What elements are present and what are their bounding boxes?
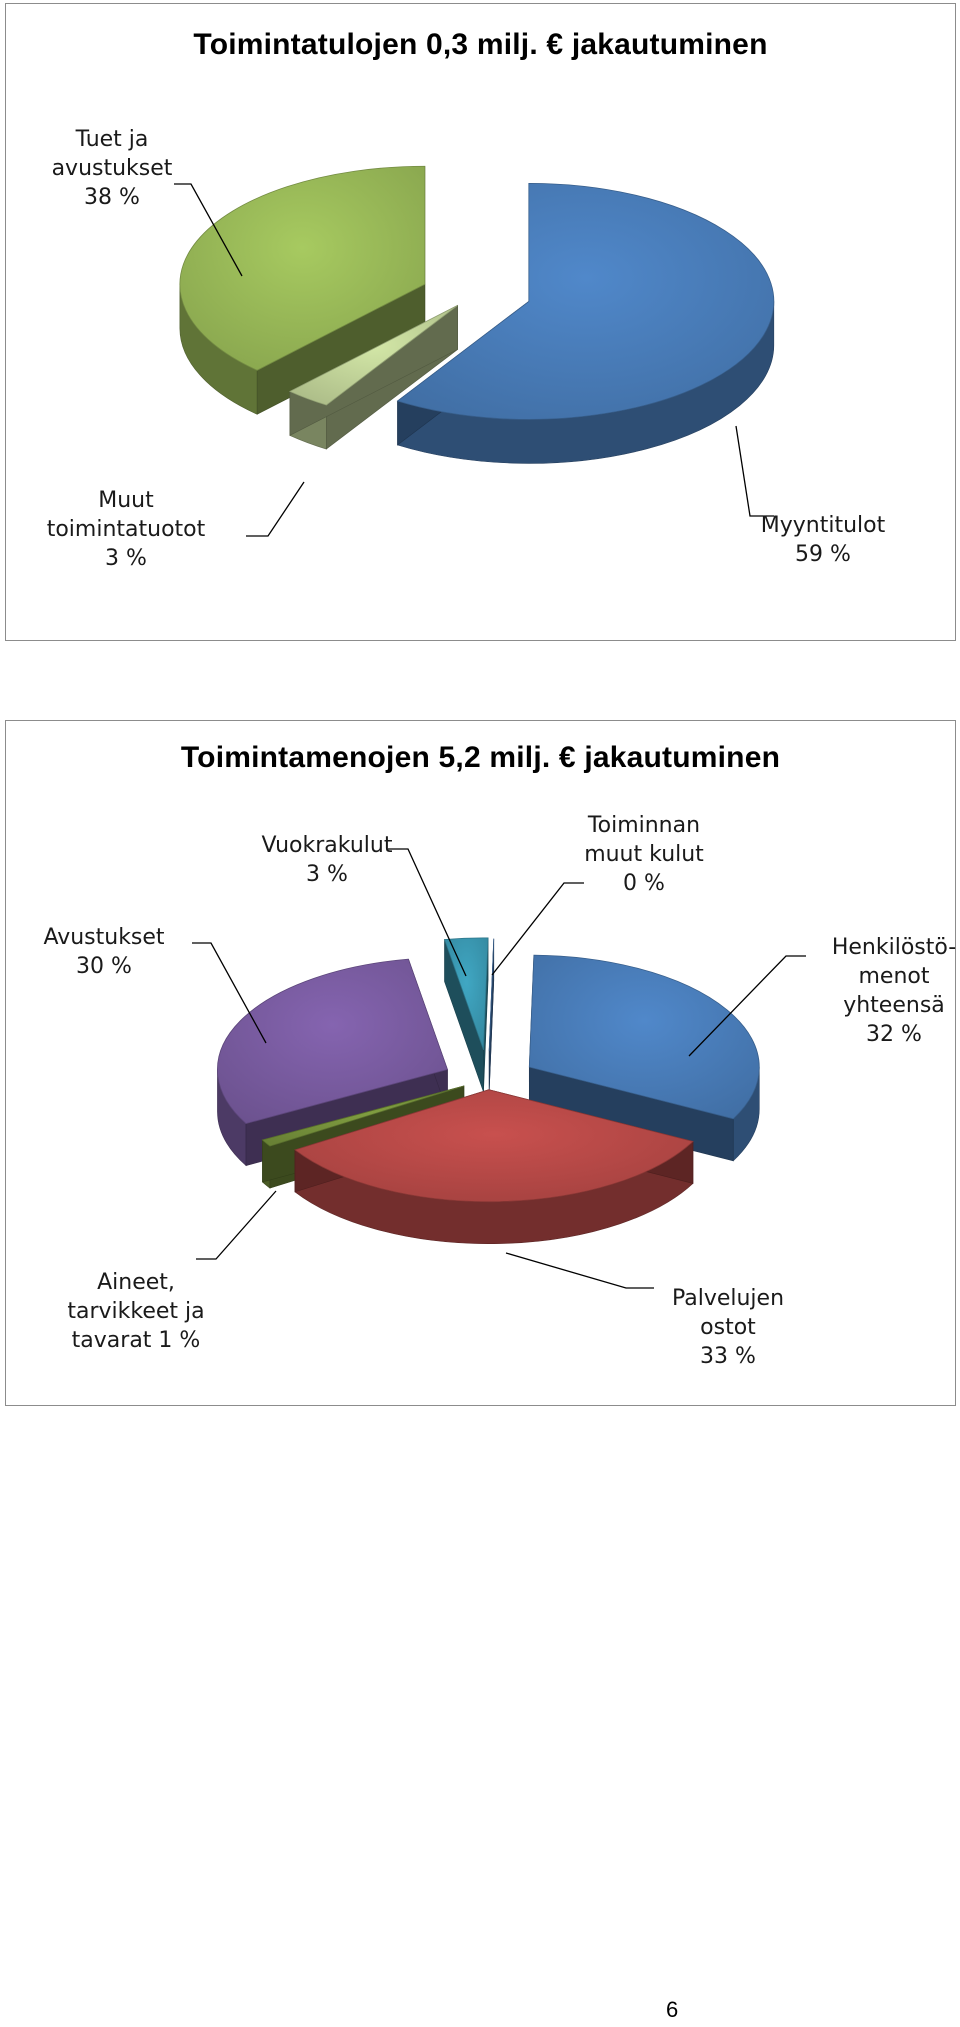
income-chart (5, 3, 956, 641)
label-tuet-ja-avustukset: Tuet ja avustukset 38 % (51, 127, 173, 210)
leader-aineet-tarvikkeet-ja-tavarat (196, 1191, 276, 1259)
slice-toiminnan-muut-kulut (489, 939, 494, 1093)
leader-palvelujen-ostot (506, 1253, 654, 1288)
page-number: 6 (666, 1997, 679, 2022)
label-aineet-tarvikkeet-ja-tavarat: Aineet, tarvikkeet ja tavarat 1 % (67, 1270, 205, 1353)
label-muut-toimintatuotot: Muut toimintatuotot 3 % (46, 488, 206, 571)
label-palvelujen-ostot: Palvelujen ostot 33 % (671, 1286, 785, 1369)
label-henkilostomenot-yhteensa: Henkilöstö-menot yhteensä 32 % (831, 935, 957, 1047)
label-avustukset: Avustukset 30 % (43, 925, 165, 979)
leader-muut-toimintatuotot (246, 482, 304, 536)
label-toiminnan-muut-kulut: Toiminnan muut kulut 0 % (584, 813, 704, 896)
expense-pie-svg (6, 721, 957, 1407)
income-chart-title: Toimintatulojen 0,3 milj. € jakautuminen (193, 28, 768, 61)
income-pie-svg (6, 4, 957, 642)
expense-chart (5, 720, 956, 1406)
label-myyntitulot: Myyntitulot 59 % (760, 513, 886, 567)
slice-vuokrakulut (444, 938, 488, 1092)
expense-chart-title: Toimintamenojen 5,2 milj. € jakautuminen (180, 741, 781, 774)
leader-myyntitulot (736, 426, 774, 516)
label-vuokrakulut: Vuokrakulut 3 % (261, 833, 393, 887)
